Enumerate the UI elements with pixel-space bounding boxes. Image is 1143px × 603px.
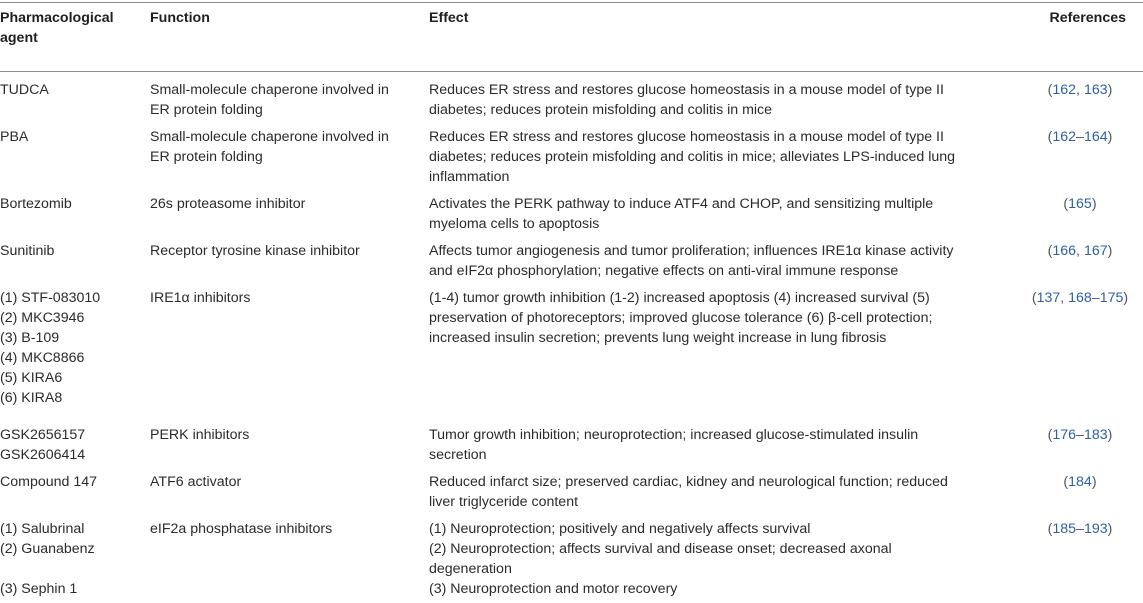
references-cell <box>1020 194 1140 214</box>
header-effect: Effect <box>429 10 469 26</box>
ref-paren: ( <box>1047 427 1053 443</box>
ref-paren: ) <box>1091 196 1097 212</box>
reference-link[interactable]: 193 <box>1083 521 1108 537</box>
references-cell <box>1020 127 1140 147</box>
effect-cell: Activates the PERK pathway to induce ATF4 and CHOP, and sensitizing multiple myeloma cells to apoptosis <box>429 196 934 232</box>
references-cell <box>1020 472 1140 492</box>
references-cell <box>1020 241 1140 261</box>
effect-cell: Reduces ER stress and restores glucose homeostasis in a mouse model of type II diabetes; reduces protein misfolding and colitis in mice; alleviates LPS-induced lung inflammation <box>429 129 956 185</box>
ref-paren: ( <box>1047 521 1053 537</box>
ref-paren: ) <box>1091 474 1097 490</box>
ref-separator: , <box>1060 290 1069 306</box>
effect-cell: (1-4) tumor growth inhibition (1-2) increased apoptosis (4) increased survival (5) preservation of photoreceptors; improved glucose tolerance (6) β-cell protection; increased insulin secretion; prevents lung weight increase in lung fibrosis <box>429 290 933 346</box>
agent-cell: Bortezomib <box>0 196 72 212</box>
references-cell <box>1020 288 1140 308</box>
function-cell: 26s proteasome inhibitor <box>150 196 306 212</box>
agent-cell: Compound 147 <box>0 474 98 490</box>
ref-paren: ) <box>1107 427 1113 443</box>
references-cell <box>1020 80 1140 100</box>
ref-paren: ) <box>1123 290 1129 306</box>
agent-cell: Sunitinib <box>0 243 55 259</box>
ref-paren: ( <box>1047 243 1053 259</box>
header-references: References <box>1049 10 1126 26</box>
reference-link[interactable]: 164 <box>1083 129 1108 145</box>
ref-separator: , <box>1076 243 1084 259</box>
reference-link[interactable]: 185 <box>1052 521 1077 537</box>
agent-cell: (1) STF-083010 (2) MKC3946 (3) B-109 (4) MKC8866 (5) KIRA6 (6) KIRA8 <box>0 290 101 406</box>
agent-cell: TUDCA <box>0 82 49 98</box>
function-cell: PERK inhibitors <box>150 427 250 443</box>
agent-cell: GSK2656157 GSK2606414 <box>0 427 86 463</box>
effect-cell: Affects tumor angiogenesis and tumor proliferation; influences IRE1α kinase activity and eIF2α phosphorylation; negative effects on anti-viral immune response <box>429 243 954 279</box>
agent-cell: PBA <box>0 129 29 145</box>
ref-separator: – <box>1076 427 1084 443</box>
reference-link[interactable]: 176 <box>1052 427 1077 443</box>
header-function: Function <box>150 10 210 26</box>
ref-paren: ) <box>1107 82 1113 98</box>
function-cell: Receptor tyrosine kinase inhibitor <box>150 243 360 259</box>
function-cell: Small-molecule chaperone involved in ER protein folding <box>150 82 389 118</box>
ref-separator: – <box>1076 521 1084 537</box>
ref-separator: , <box>1076 82 1084 98</box>
reference-link[interactable]: 165 <box>1068 196 1092 212</box>
ref-paren: ( <box>1063 196 1069 212</box>
function-cell: eIF2a phosphatase inhibitors <box>150 521 333 537</box>
header-agent: Pharmacological agent <box>0 10 114 46</box>
references-cell <box>1020 519 1140 539</box>
reference-link[interactable]: 137 <box>1036 290 1061 306</box>
reference-link[interactable]: 163 <box>1083 82 1108 98</box>
ref-paren: ( <box>1047 129 1053 145</box>
reference-link[interactable]: 184 <box>1068 474 1092 490</box>
effect-cell: (1) Neuroprotection; positively and negatively affects survival (2) Neuroprotection; affects survival and disease onset; decreased axonal degeneration (3) Neuroprotection and motor recovery <box>429 521 892 597</box>
function-cell: Small-molecule chaperone involved in ER protein folding <box>150 129 389 165</box>
ref-paren: ) <box>1107 243 1113 259</box>
agent-cell: (1) Salubrinal (2) Guanabenz (3) Sephin 1 <box>0 521 95 597</box>
effect-cell: Reduced infarct size; preserved cardiac, kidney and neurological function; reduced liver triglyceride content <box>429 474 948 510</box>
ref-paren: ( <box>1047 82 1053 98</box>
reference-link[interactable]: 166 <box>1052 243 1077 259</box>
effect-cell: Tumor growth inhibition; neuroprotection; increased glucose-stimulated insulin secretion <box>429 427 919 463</box>
reference-link[interactable]: 168–175 <box>1068 290 1124 306</box>
ref-separator: – <box>1076 129 1084 145</box>
reference-link[interactable]: 162 <box>1052 82 1077 98</box>
table-header-rule <box>0 71 1143 72</box>
effect-cell: Reduces ER stress and restores glucose homeostasis in a mouse model of type II diabetes; reduces protein misfolding and colitis in mice <box>429 82 944 118</box>
ref-paren: ( <box>1063 474 1069 490</box>
reference-link[interactable]: 167 <box>1083 243 1108 259</box>
function-cell: ATF6 activator <box>150 474 242 490</box>
table-top-rule <box>0 2 1143 3</box>
function-cell: IRE1α inhibitors <box>150 290 251 306</box>
ref-paren: ) <box>1107 521 1113 537</box>
ref-paren: ( <box>1031 290 1037 306</box>
reference-link[interactable]: 162 <box>1052 129 1077 145</box>
references-cell <box>1020 425 1140 445</box>
reference-link[interactable]: 183 <box>1083 427 1108 443</box>
ref-paren: ) <box>1107 129 1113 145</box>
